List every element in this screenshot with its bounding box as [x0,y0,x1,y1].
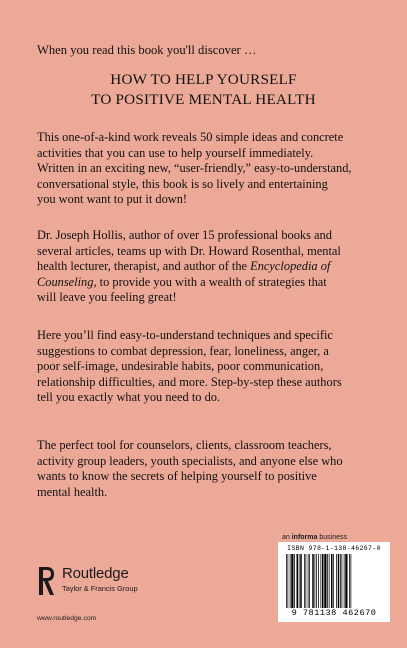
barcode-bar [327,554,328,608]
paragraph-line: several articles, teams up with Dr. Howard Rosenthal, mental [37,243,341,258]
paragraph-line: activities that you can use to help yourself immediately. [37,145,314,160]
barcode-digits: 9 781138 462670 [291,608,377,618]
barcode-bar [342,554,343,608]
barcode-bar [288,554,289,608]
barcode-bar [340,554,341,608]
barcode [278,542,390,622]
text-run: an [282,534,292,541]
paragraph-line: you wont want to put it down! [37,192,188,207]
barcode-bar [329,554,330,608]
barcode-bar [300,554,302,608]
barcode-bar [349,554,350,608]
paragraph-line: The perfect tool for counselors, clients, classroom teachers, [37,438,332,452]
text-run: health lecturer, therapist, and author of the [37,259,251,274]
text-run: business [317,534,347,541]
informa-brand: informa [291,534,318,541]
barcode-bar [306,554,307,608]
barcode-bar [315,554,316,608]
barcode-bar [299,554,300,608]
barcode-bars [284,554,384,608]
barcode-bar [318,554,319,608]
publisher-name: Routledge [62,565,129,582]
paragraph-line [37,259,377,275]
barcode-bar [312,554,314,608]
barcode-bar [304,554,305,608]
barcode-bar [290,554,291,608]
book-title-italic: Encyclopedia of [250,259,331,274]
barcode-bar [344,554,345,608]
paragraph-line: Written in an exciting new, “user-friendly,” easy-to-understand, [37,161,352,176]
headline-line: HOW TO HELP YOURSELF [110,71,297,88]
barcode-bar [308,554,309,608]
paragraph-line [37,275,377,291]
paragraph-line: will leave you feeling great! [37,290,177,305]
routledge-logo-icon [37,564,56,597]
paragraph-line: mental health. [37,484,108,499]
barcode-bar [351,554,352,608]
paragraph-line: tell you exactly what you need to do. [37,390,221,405]
publisher-group: Taylor & Francis Group [62,584,138,593]
barcode-bar [309,554,310,608]
barcode-bar [316,554,317,608]
paragraph-line: Dr. Joseph Hollis, author of over 15 professional books and [37,228,332,242]
paragraph-line: wants to know the secrets of helping yourself to positive [37,469,317,484]
techniques-paragraph [37,328,377,406]
barcode-bar [297,554,299,608]
publisher-logo [37,564,157,612]
intro-line: When you read this book you'll discover … [37,43,257,57]
barcode-bar [336,554,337,608]
paragraph-line: poor self-image, undesirable habits, poor communication, [37,359,324,374]
paragraph-line: conversational style, this book is so lively and entertaining [37,176,328,191]
description-paragraph [37,130,377,208]
informa-tagline [282,534,347,541]
barcode-bar [322,554,324,608]
barcode-bar [338,554,340,608]
publisher-website: www.routledge.com [37,615,97,622]
book-title-italic: Counseling [37,274,94,289]
paragraph-line: Here you’ll find easy-to-understand techniques and specific [37,328,333,342]
text-run: , to provide you with a wealth of strategies that [93,274,327,289]
headline-line: TO POSITIVE MENTAL HEALTH [91,91,316,108]
headline [0,70,407,110]
authors-paragraph [37,228,377,306]
barcode-bar [345,554,347,608]
barcode-bar [324,554,326,608]
barcode-bar [331,554,333,608]
barcode-bar [333,554,334,608]
barcode-bar [291,554,293,608]
barcode-bar [286,554,287,608]
paragraph-line: This one-of-a-kind work reveals 50 simple ideas and concrete [37,130,344,144]
paragraph-line: suggestions to combat depression, fear, loneliness, anger, a [37,343,329,358]
barcode-bar [321,554,322,608]
paragraph-line: activity group leaders, youth specialists, and anyone else who [37,453,343,468]
paragraph-line: relationship difficulties, and more. Step-by-step these authors [37,374,342,389]
isbn-label: ISBN 978-1-138-46267-0 [287,545,381,552]
audience-paragraph [37,438,377,500]
barcode-bar [294,554,295,608]
